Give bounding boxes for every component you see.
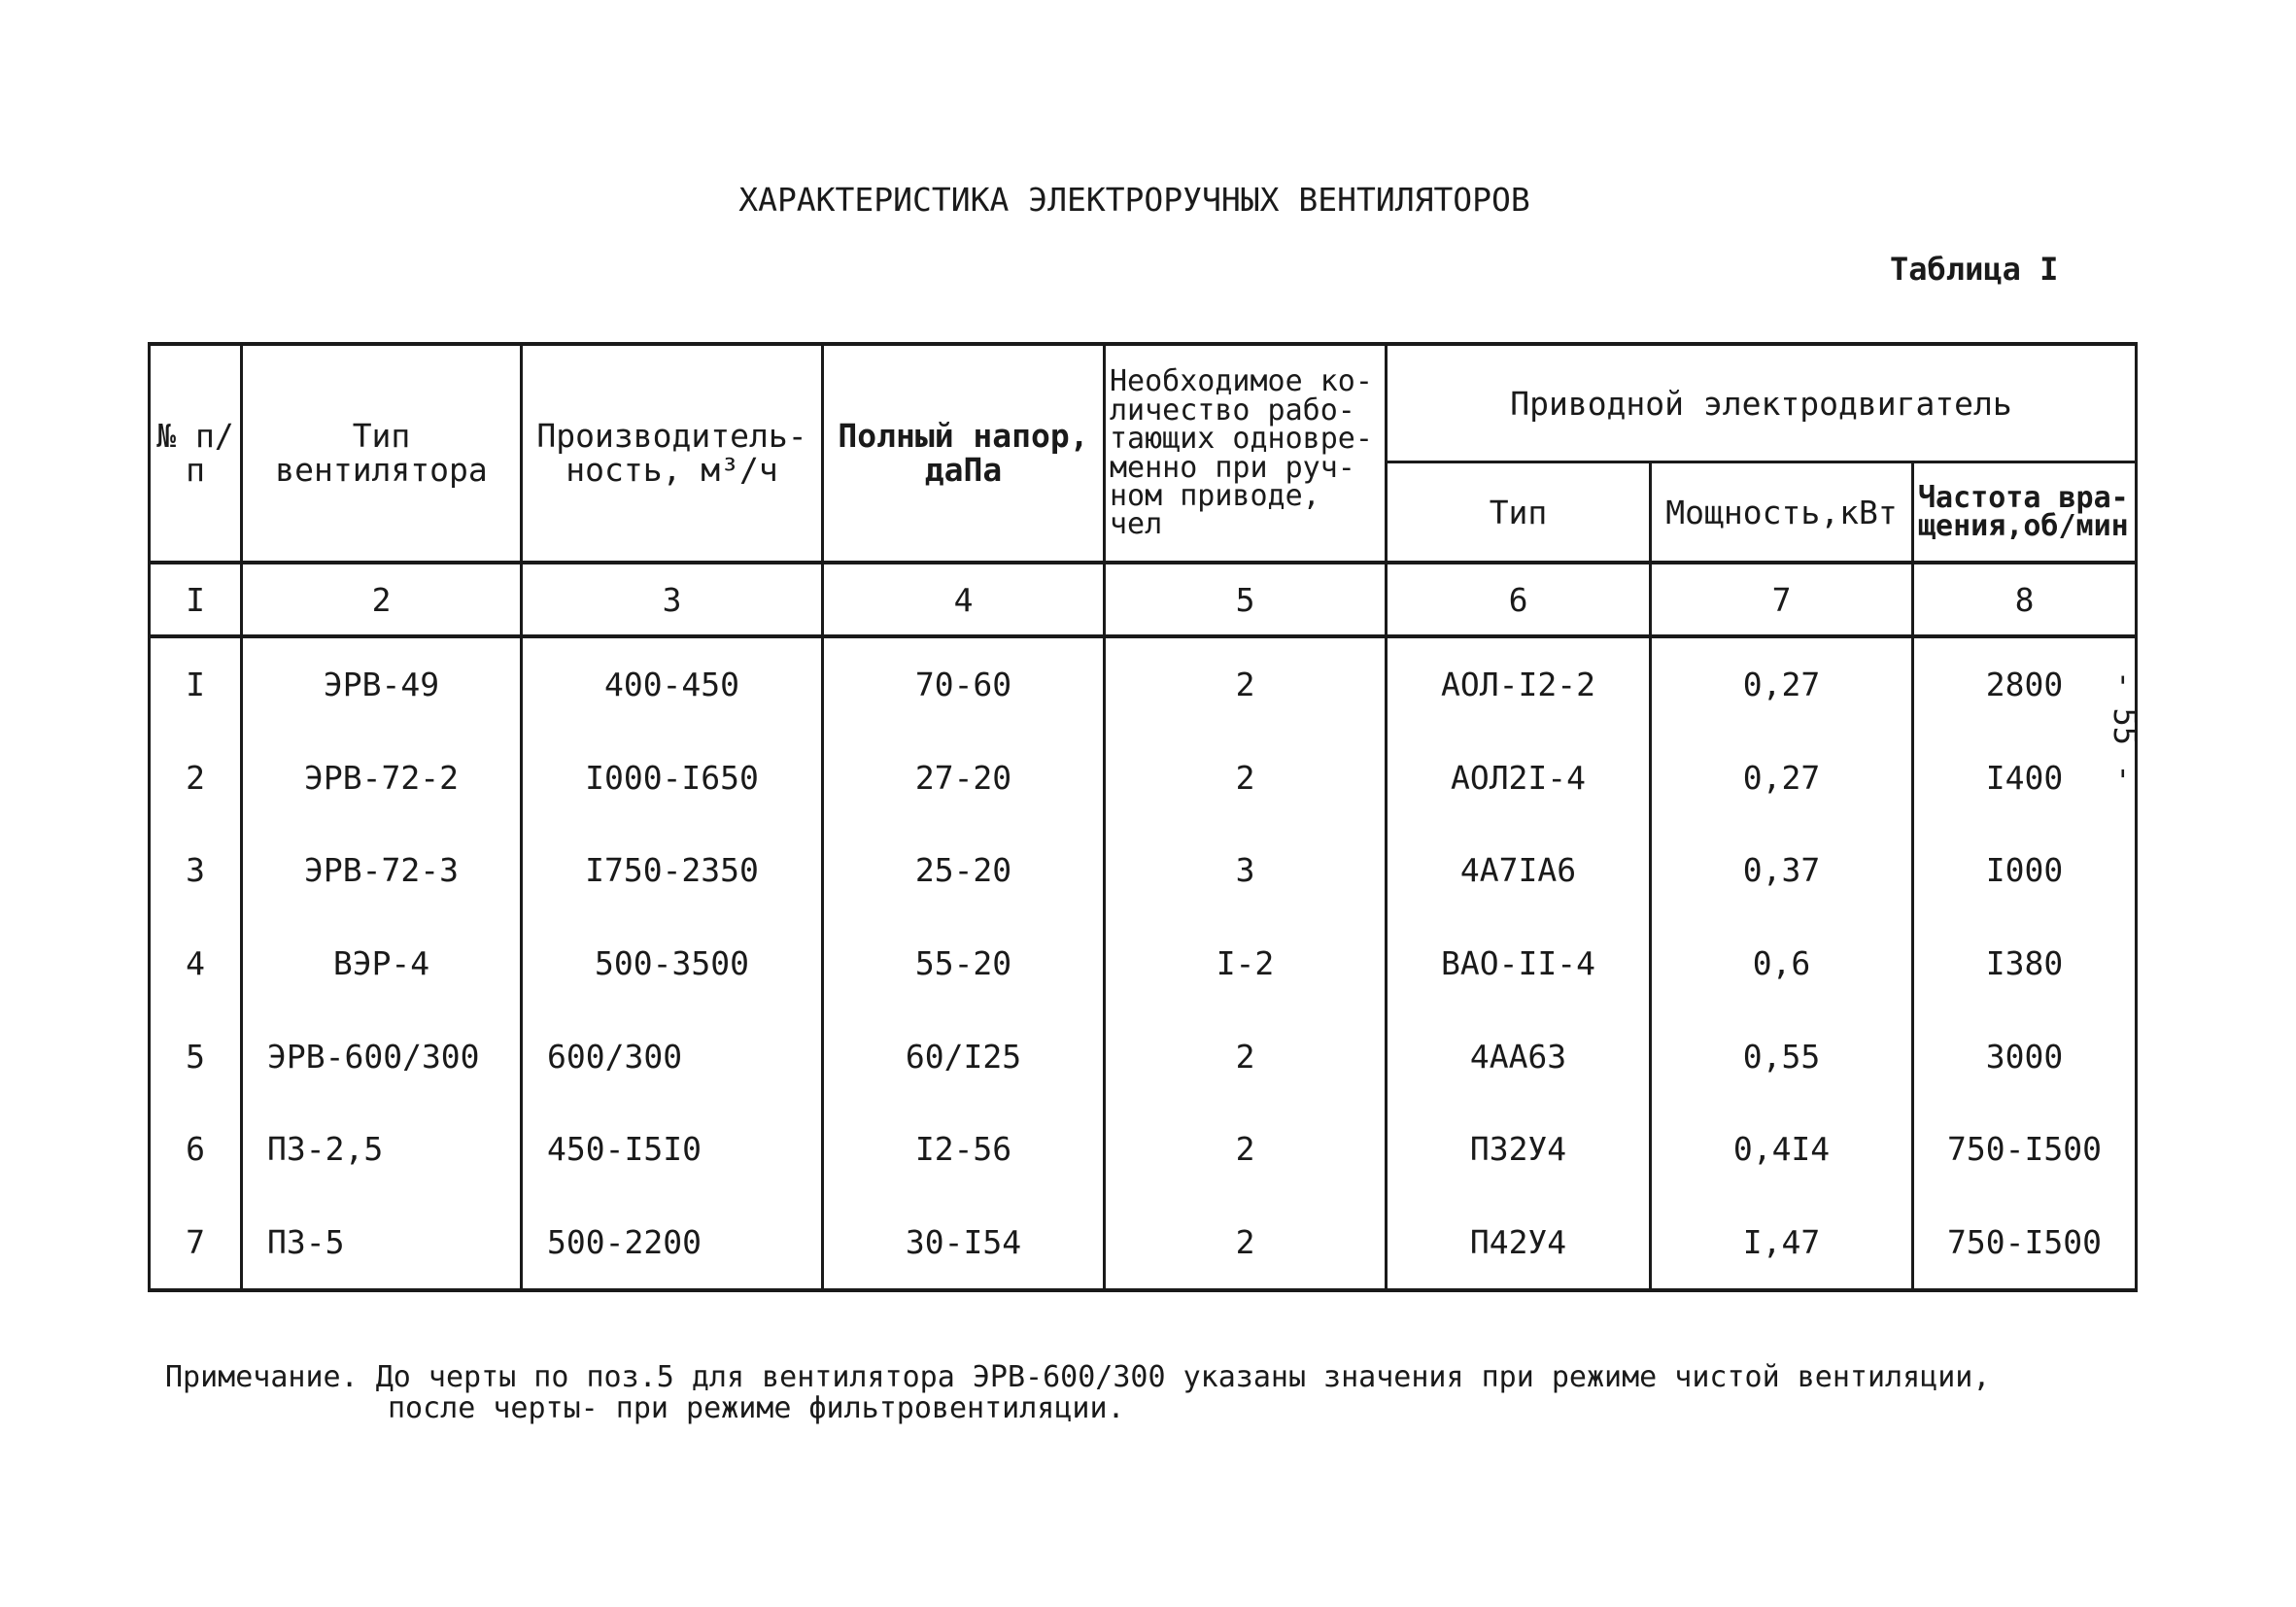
header-num: № п/п [150, 344, 242, 563]
cell-capacity: I750-2350 [522, 824, 823, 917]
cell-num: 7 [150, 1196, 242, 1291]
cell-capacity: 600/300 [522, 1009, 823, 1103]
header-motor-type: Тип [1387, 462, 1651, 564]
header-capacity: Производитель-ность, м³/ч [522, 344, 823, 563]
cell-people: 2 [1105, 1196, 1387, 1291]
col-number: 8 [1913, 563, 2137, 636]
table-row [150, 1196, 2137, 1291]
cell-pressure: 30-I54 [823, 1196, 1105, 1291]
cell-power: 0,37 [1651, 824, 1913, 917]
table-row [150, 824, 2137, 917]
page-number: - 55 - [2107, 670, 2143, 783]
header-pressure: Полный напор, даПа [823, 344, 1105, 563]
cell-power: 0,55 [1651, 1009, 1913, 1103]
cell-power: 0,27 [1651, 732, 1913, 825]
cell-motor-type: 4А7IА6 [1387, 824, 1651, 917]
cell-capacity: 450-I5I0 [522, 1103, 823, 1196]
cell-people: 2 [1105, 1009, 1387, 1103]
cell-people: I-2 [1105, 917, 1387, 1010]
header-rpm: Частота вра-щения,об/мин [1913, 462, 2137, 564]
cell-pressure: 70-60 [823, 636, 1105, 732]
table-label: Таблица I [1890, 251, 2059, 288]
cell-type: ЭРВ-49 [242, 636, 522, 732]
cell-power: 0,27 [1651, 636, 1913, 732]
page-title: ХАРАКТЕРИСТИКА ЭЛЕКТРОРУЧНЫХ ВЕНТИЛЯТОРОВ [738, 181, 1530, 219]
column-number-row [150, 563, 2137, 636]
header-motor-group: Приводной электродвигатель [1387, 344, 2137, 462]
table-row [150, 1009, 2137, 1103]
cell-motor-type: П32У4 [1387, 1103, 1651, 1196]
cell-rpm: 750-I500 [1913, 1103, 2137, 1196]
cell-power: I,47 [1651, 1196, 1913, 1291]
table-row [150, 636, 2137, 732]
cell-rpm: I000 [1913, 824, 2137, 917]
header-people: Необходимое ко-личество рабо-тающих одновре-менно при руч-ном приводе, чел [1105, 344, 1387, 563]
cell-power: 0,4I4 [1651, 1103, 1913, 1196]
cell-type: ПЗ-2,5 [242, 1103, 522, 1196]
footnote-line: после черты- при режиме фильтровентиляции. [388, 1390, 1125, 1425]
cell-people: 3 [1105, 824, 1387, 917]
cell-type: ЭРВ-72-3 [242, 824, 522, 917]
col-number: 5 [1105, 563, 1387, 636]
cell-num: 4 [150, 917, 242, 1010]
col-number: 4 [823, 563, 1105, 636]
cell-rpm: I380 [1913, 917, 2137, 1010]
fans-table [148, 342, 2135, 1319]
cell-motor-type: П42У4 [1387, 1196, 1651, 1291]
cell-pressure: 60/I25 [823, 1009, 1105, 1103]
col-number: 7 [1651, 563, 1913, 636]
cell-rpm: I400 [1913, 732, 2137, 825]
cell-people: 2 [1105, 732, 1387, 825]
cell-capacity: I000-I650 [522, 732, 823, 825]
cell-type: ВЭР-4 [242, 917, 522, 1010]
cell-type: ЭРВ-72-2 [242, 732, 522, 825]
table-row [150, 917, 2137, 1010]
cell-capacity: 500-2200 [522, 1196, 823, 1291]
cell-motor-type: ВАО-II-4 [1387, 917, 1651, 1010]
cell-people: 2 [1105, 1103, 1387, 1196]
cell-type: ЭРВ-600/300 [242, 1009, 522, 1103]
cell-people: 2 [1105, 636, 1387, 732]
cell-type: ПЗ-5 [242, 1196, 522, 1291]
cell-capacity: 400-450 [522, 636, 823, 732]
cell-power: 0,6 [1651, 917, 1913, 1010]
col-number: I [150, 563, 242, 636]
col-number: 6 [1387, 563, 1651, 636]
table-row [150, 732, 2137, 825]
cell-pressure: 55-20 [823, 917, 1105, 1010]
cell-pressure: I2-56 [823, 1103, 1105, 1196]
cell-rpm: 750-I500 [1913, 1196, 2137, 1291]
table-row [150, 1103, 2137, 1196]
cell-motor-type: 4АА63 [1387, 1009, 1651, 1103]
cell-capacity: 500-3500 [522, 917, 823, 1010]
col-number: 2 [242, 563, 522, 636]
footnote-line: Примечание. До черты по поз.5 для вентилятора ЭРВ-600/300 указаны значения при режиме чистой вентиляции, [165, 1360, 1991, 1394]
cell-motor-type: АОЛ2I-4 [1387, 732, 1651, 825]
header-power: Мощность,кВт [1651, 462, 1913, 564]
cell-pressure: 25-20 [823, 824, 1105, 917]
cell-motor-type: АОЛ-I2-2 [1387, 636, 1651, 732]
footnote [165, 1362, 1990, 1423]
cell-rpm: 2800 [1913, 636, 2137, 732]
col-number: 3 [522, 563, 823, 636]
cell-rpm: 3000 [1913, 1009, 2137, 1103]
cell-num: 5 [150, 1009, 242, 1103]
header-type: Тип вентилятора [242, 344, 522, 563]
cell-num: 3 [150, 824, 242, 917]
cell-num: I [150, 636, 242, 732]
cell-pressure: 27-20 [823, 732, 1105, 825]
cell-num: 2 [150, 732, 242, 825]
cell-num: 6 [150, 1103, 242, 1196]
